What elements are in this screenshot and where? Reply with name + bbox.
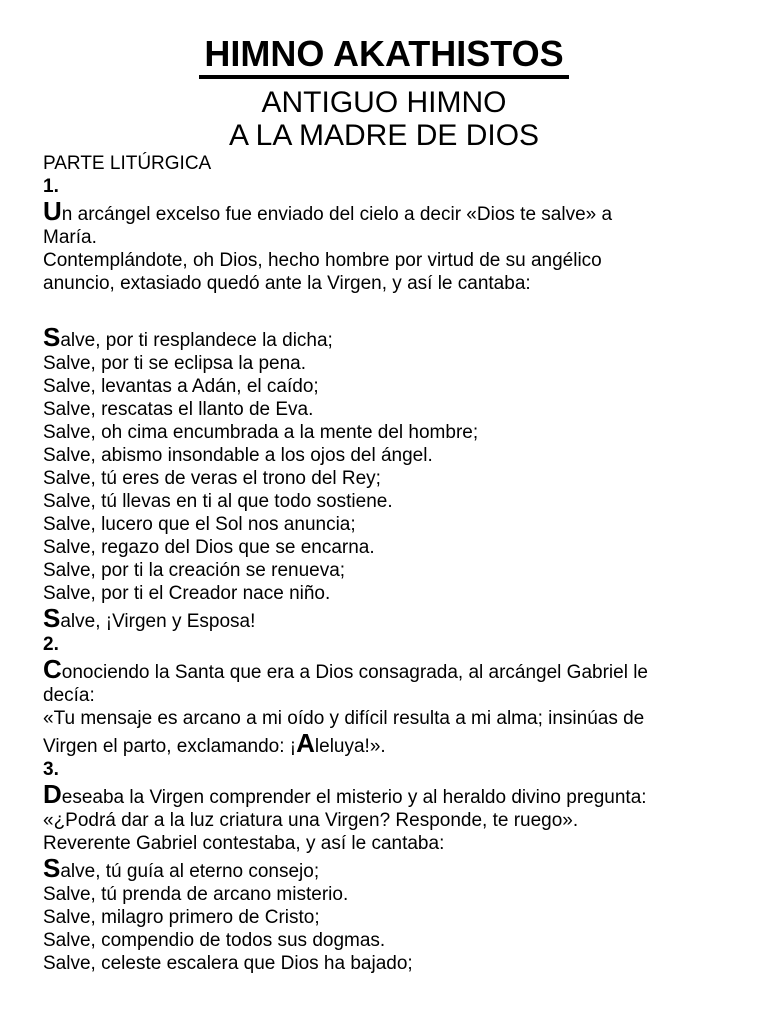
text-line [43,929,740,952]
text-line [43,490,740,513]
blank-line [43,295,740,324]
text-segment: Salve, por ti la creación se renueva; [43,560,346,581]
text-line [43,832,740,855]
text-line [43,226,740,249]
document-title: HIMNO AKATHISTOS [199,34,568,79]
text-line [43,352,740,375]
text-line [43,272,740,295]
stanza-number-3 [43,758,740,781]
text-segment: alve, ¡Virgen y Esposa! [60,611,256,632]
text-segment: Salve, regazo del Dios que se encarna. [43,537,375,558]
text-line [43,906,740,929]
text-segment: Salve, tú llevas en ti al que todo sostiene. [43,491,393,512]
text-segment: Contemplándote, oh Dios, hecho hombre por virtud de su angélico [43,250,602,271]
text-line [43,582,740,605]
text-segment: 3. [43,759,59,780]
document-header [0,0,768,152]
text-segment: Salve, compendio de todos sus dogmas. [43,930,386,951]
text-segment: Salve, por ti el Creador nace niño. [43,583,331,604]
text-segment: n arcángel excelso fue enviado del cielo a decir «Dios te salve» a [61,204,613,225]
text-line [43,730,740,758]
text-segment: alve, por ti resplandece la dicha; [60,330,333,351]
text-segment: María. [43,227,97,248]
text-line [43,855,740,883]
text-segment: Salve, oh cima encumbrada a la mente del hombre; [43,422,479,443]
lead-capital: U [43,196,62,226]
text-line [43,781,740,809]
text-segment: alve, tú guía al eterno consejo; [60,861,320,882]
lead-capital: D [43,779,62,809]
text-segment: Salve, por ti se eclipsa la pena. [43,353,306,374]
document-subtitle-line-2: A LA MADRE DE DIOS [228,119,540,152]
stanza-number-2 [43,633,740,656]
text-line [43,513,740,536]
document-body [43,152,740,975]
text-segment: 2. [43,634,59,655]
text-line [43,536,740,559]
section-label [43,152,740,175]
text-line [43,883,740,906]
text-segment: Salve, tú prenda de arcano misterio. [43,884,349,905]
text-line [43,375,740,398]
text-segment: Salve, tú eres de veras el trono del Rey; [43,468,381,489]
text-line [43,809,740,832]
text-segment: Salve, milagro primero de Cristo; [43,907,320,928]
text-segment: Salve, rescatas el llanto de Eva. [43,399,314,420]
text-line [43,198,740,226]
text-line [43,444,740,467]
lead-capital: A [296,728,315,758]
text-segment: «¿Podrá dar a la luz criatura una Virgen? Responde, te ruego». [43,810,579,831]
text-segment: PARTE LITÚRGICA [43,153,212,174]
text-line [43,952,740,975]
text-segment: eseaba la Virgen comprender el misterio y al heraldo divino pregunta: [61,787,647,808]
lead-capital: S [43,853,61,883]
lead-capital: S [43,322,61,352]
lead-capital: S [43,603,61,633]
text-segment: Salve, abismo insondable a los ojos del ángel. [43,445,433,466]
text-line [43,421,740,444]
text-segment: 1. [43,176,59,197]
text-line [43,398,740,421]
title-line [0,34,768,82]
text-line [43,324,740,352]
text-line [43,467,740,490]
stanza-number-1 [43,175,740,198]
text-segment: onociendo la Santa que era a Dios consagrada, al arcángel Gabriel le [61,662,648,683]
text-segment: anuncio, extasiado quedó ante la Virgen, y así le cantaba: [43,273,531,294]
text-line [43,559,740,582]
lead-capital: C [43,654,62,684]
text-segment: Reverente Gabriel contestaba, y así le cantaba: [43,833,445,854]
text-line [43,605,740,633]
text-line [43,249,740,272]
text-segment: Salve, lucero que el Sol nos anuncia; [43,514,356,535]
text-line [43,684,740,707]
text-segment: Salve, levantas a Adán, el caído; [43,376,319,397]
text-segment: Salve, celeste escalera que Dios ha bajado; [43,953,413,974]
text-line [43,656,740,684]
text-segment: decía: [43,685,95,706]
document-subtitle-line-1: ANTIGUO HIMNO [261,86,507,119]
text-segment: «Tu mensaje es arcano a mi oído y difícil resulta a mi alma; insinúas de [43,708,645,729]
text-segment: leluya!». [314,736,386,757]
text-segment: Virgen el parto, exclamando: ¡ [43,736,297,757]
text-line [43,707,740,730]
